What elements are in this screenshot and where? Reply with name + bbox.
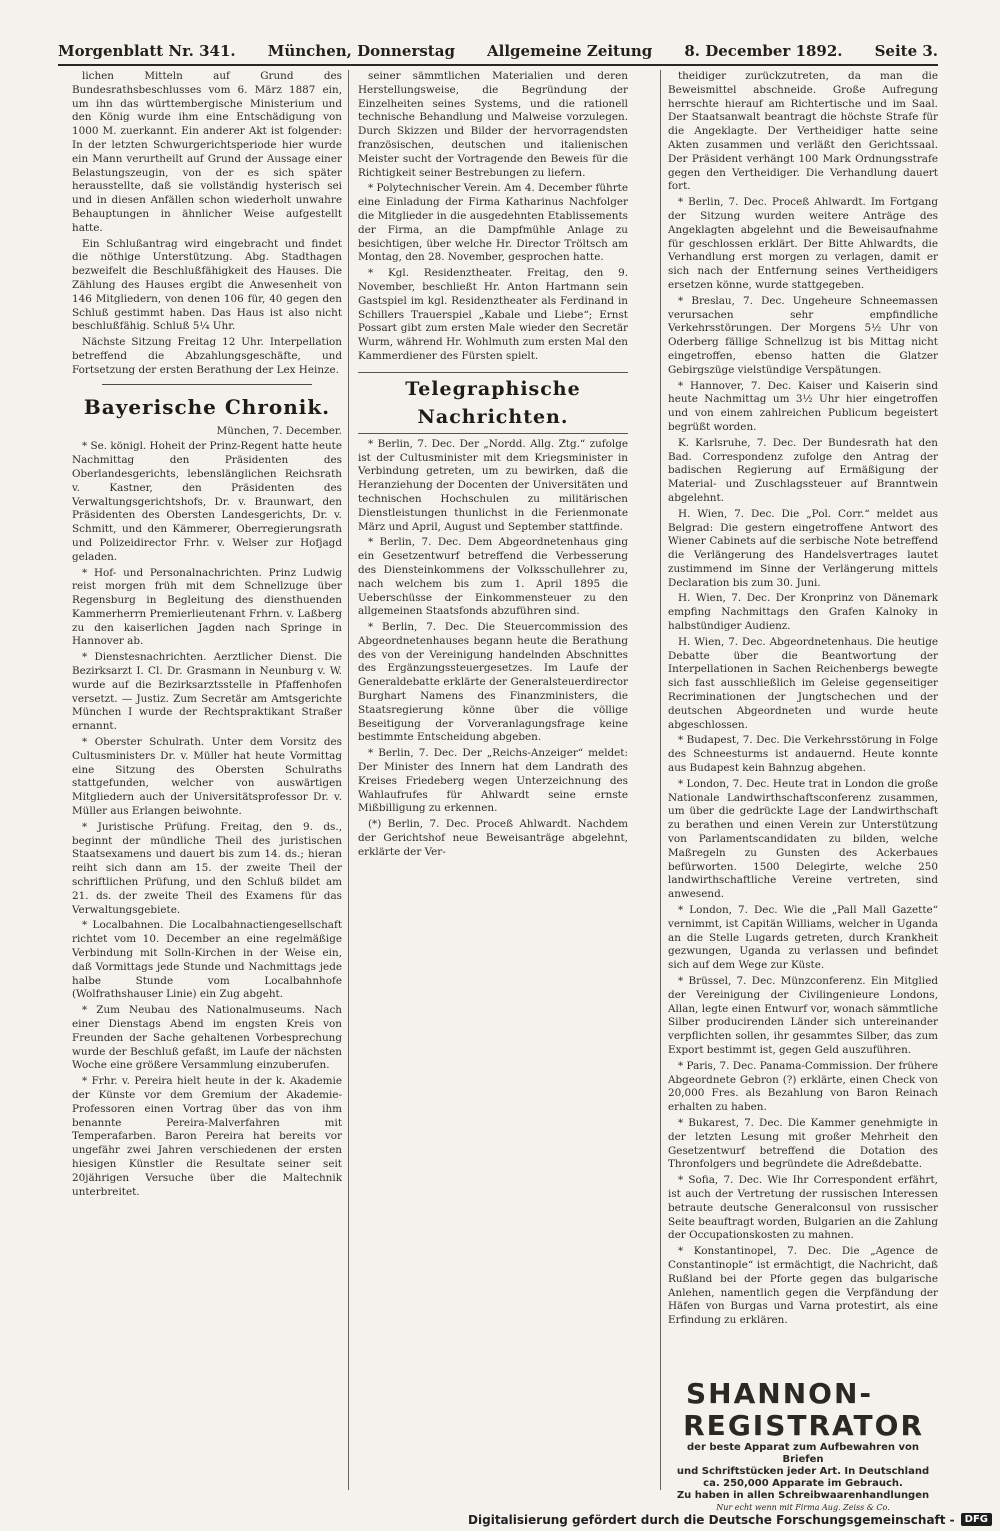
ad-text-line: ca. 250,000 Apparate im Gebrauch. <box>703 1478 903 1489</box>
article-paragraph: * Sofia, 7. Dec. Wie Ihr Correspondent erfährt, ist auch der Vertretung der russischen Interessen betraute deutsche Generalconsul von russischer Seite beauftragt worden, Bulgarien an die Zahlung der Occupationskosten zu mahnen. <box>668 1174 938 1242</box>
dateline: München, 7. December. <box>216 424 342 437</box>
article-paragraph: * London, 7. Dec. Wie die „Pall Mall Gazette“ vernimmt, ist Capitän Williams, welcher in Uganda an die Stelle Lugards getreten, durch Krankheit gezwungen, Uganda zu verlassen und befindet sich auf dem Wege zur Küste. <box>668 904 938 972</box>
article-paragraph: H. Wien, 7. Dec. Abgeordnetenhaus. Die heutige Debatte über die Beantwortung der Interpellationen in Sachen Reichenbergs bewegte sich fast ausschließlich im Geleise gegenseitiger Recriminationen der Jungtschechen und der deutschen Abgeordneten und wurde heute abgeschlossen. <box>668 635 938 731</box>
article-paragraph: * Hannover, 7. Dec. Kaiser und Kaiserin sind heute Nachmittag um 3½ Uhr hier eingetroffen und von einem zahlreichen Publicum begeistert begrüßt worden. <box>668 379 938 433</box>
column-3 <box>668 70 938 1370</box>
ad-brand-line-1: SHANNON- <box>686 1377 873 1410</box>
article-paragraph: * Hof- und Personalnachrichten. Prinz Ludwig reist morgen früh mit dem Schnellzuge über Regensburg in Begleitung des diensthuenden Kammerherrn Premierlieutenant Frhrn. v. Laßberg zu den kaiserlichen Jagden nach Springe in Hannover ab. <box>72 566 342 648</box>
article-paragraph: * Berlin, 7. Dec. Proceß Ahlwardt. Im Fortgang der Sitzung wurden weitere Anträge des Angeklagten abgelehnt und die Beweisaufnahme für geschlossen erklärt. Der Bitte Ahlwardts, die Verhandlung erst morgen zu verlagen, damit er sich nach der Entfernung seines Vertheidigers ersetzen könne, wurde stattgegeben. <box>668 196 938 291</box>
section-heading-bayerische-chronik: Bayerische Chronik. <box>83 394 331 419</box>
article-paragraph: theidiger zurückzutreten, da man die Beweismittel abschneide. Große Aufregung herrschte hierauf am Richtertische und im Saal. Der Staatsanwalt beantragt die höchste Strafe für die Angeklagte. Der Vertheidiger hatte seine Akten zusammen und verläßt den Gerichtssaal. Der Präsident verhängt 100 Mark Ordnungsstrafe gegen den Vertheidiger. Die Verhandlung dauert fort. <box>668 70 938 193</box>
article-paragraph: H. Wien, 7. Dec. Die „Pol. Corr.“ meldet aus Belgrad: Die gestern eingetroffene Antwort des Wiener Cabinets auf die serbische Note betreffend die Verlängerung des Handelsvertrages lautet zustimmend im Sinne der Verlängerung mittels Declaration bis zum 30. Juni. <box>668 507 938 589</box>
article-paragraph: K. Karlsruhe, 7. Dec. Der Bundesrath hat den Bad. Correspondenz zufolge den Antrag der badischen Regierung auf Ermäßigung der Material- und Zuschlagssteuer auf Branntwein abgelehnt. <box>668 436 938 504</box>
article-paragraph: * Berlin, 7. Dec. Der „Nordd. Allg. Ztg.“ zufolge ist der Cultusminister mit dem Kriegsminister in Verbindung getreten, um zu bewirken, daß die Heranziehung der Docenten der Universitäten und technischen Hochschulen zu militärischen Dienstleistungen thunlichst in die Ferienmonate März und April, August und September stattfinde. <box>358 437 628 533</box>
article-paragraph: seiner sämmtlichen Materialien und deren Herstellungsweise, die Begründung der Einzelheiten seines Systems, und die rationell technische Behandlung und Malweise vorzulegen. Durch Skizzen und Bilder der hervorragendsten französischen, deutschen und italienischen Meister sucht der Vortragende den Beweis für die Richtigkeit seiner Bestrebungen zu liefern. <box>358 70 628 179</box>
article-paragraph: * Localbahnen. Die Localbahnactiengesellschaft richtet vom 10. December an eine regelmäßige Verbindung mit Solln-Kirchen in der Weise ein, daß Vormittags jede Stunde und Nachmittags jede halbe Stunde vom Localbahnhofe (Wolfrathshauser Linie) ein Zug abgeht. <box>72 919 342 1001</box>
article-paragraph: * London, 7. Dec. Heute trat in London die große Nationale Landwirthschaftsconferenz zusammen, um über die gedrückte Lage der Landwirthschaft zu berathen und einen Verein zur Unterstützung von Parlamentscandidaten zu bilden, welche Maßregeln zu Gunsten des Ackerbaues befürworten. 1500 Delegirte, welche 250 landwirthschaftliche Vereine vertreten, sind anwesend. <box>668 777 938 901</box>
article-paragraph: * Se. königl. Hoheit der Prinz-Regent hatte heute Nachmittag den Präsidenten des Oberlandesgerichts, lebenslänglichen Reichsrath v. Kastner, den Präsidenten des Verwaltungsgerichtshofs, Dr. v. Braunwart, den Präsidenten des Obersten Landesgerichts, Dr. v. Schmitt, und den Kämmerer, Oberregierungsrath und Polizeidirector Frhr. v. Welser zur Hofjagd geladen. <box>72 440 342 563</box>
dfg-logo-icon: DFG <box>961 1513 992 1526</box>
article-paragraph: * Kgl. Residenztheater. Freitag, den 9. November, beschließt Hr. Anton Hartmann sein Gastspiel im kgl. Residenztheater als Ferdinand in Schillers Trauerspiel „Kabale und Liebe“; Ernst Possart gibt zum ersten Male wieder den Secretär Wurm, während Hr. Wohlmuth zum ersten Mal den Kammerdiener des Fürsten spielt. <box>358 267 628 362</box>
shannon-registrator-advertisement <box>672 1378 934 1518</box>
digitization-footer <box>0 1508 1000 1531</box>
article-paragraph: * Brüssel, 7. Dec. Münzconferenz. Ein Mitglied der Vereinigung der Civilingenieure Londons, Allan, legte einen Entwurf vor, wonach sämmtliche Silber producirenden Länder sich untereinander verpflichten sollen, ihr gesammtes Silber, das zum Export bestimmt ist, gegen Geld auszuführen. <box>668 975 938 1056</box>
column-divider-1 <box>348 70 349 1490</box>
column-2 <box>358 70 628 1490</box>
footer-text: Digitalisierung gefördert durch die Deutsche Forschungsgemeinschaft - <box>468 1512 955 1527</box>
article-paragraph: (*) Berlin, 7. Dec. Proceß Ahlwardt. Nachdem der Gerichtshof neue Beweisanträge abgelehnt, erklärte der Ver- <box>358 818 628 858</box>
article-paragraph: * Polytechnischer Verein. Am 4. December führte eine Einladung der Firma Katharinus Nachfolger die Mitglieder in die ausgedehnten Etablissements der Firma, an die Dampfmühle Anlage zu besichtigen, über welche Hr. Director Tröltsch am Montag, den 28. November, gesprochen hatte. <box>358 182 628 264</box>
article-paragraph: * Berlin, 7. Dec. Der „Reichs-Anzeiger“ meldet: Der Minister des Innern hat dem Landrath des Kreises Friedeberg wegen Unterzeichnung des Wahlaufrufes für Ahlwardt seine ernste Mißbilligung zu erkennen. <box>358 747 628 815</box>
article-paragraph: * Juristische Prüfung. Freitag, den 9. ds., beginnt der mündliche Theil des juristischen Staatsexamens und dauert bis zum 14. ds.; hieran reiht sich dann am 15. der zweite Theil der schriftlichen Prüfung, und den Schluß bildet am 21. ds. der zweite Theil des Examens für das Verwaltungsgebiete. <box>72 820 342 916</box>
ad-text-line: und Schriftstücken jeder Art. In Deutschland <box>676 1466 930 1477</box>
ad-brand-line-2: REGISTRATOR <box>683 1409 924 1442</box>
column-divider-2 <box>660 70 661 1490</box>
ad-text-line: der beste Apparat zum Aufbewahren von Briefen <box>687 1442 919 1465</box>
ad-text-line: Zu haben in allen Schreibwaarenhandlungen <box>676 1490 930 1501</box>
section-heading-telegraphische-nachrichten: Telegraphische Nachrichten. <box>358 372 628 434</box>
article-paragraph: * Zum Neubau des Nationalmuseums. Nach einer Dienstags Abend im engsten Kreis von Freunden der Sache gehaltenen Vorbesprechung wurde der Beschluß gefaßt, im Laufe der nächsten Woche eine größere Versammlung einzuberufen. <box>72 1004 342 1072</box>
article-paragraph: Nächste Sitzung Freitag 12 Uhr. Interpellation betreffend die Abzahlungsgeschäfte, und Fortsetzung der ersten Berathung der Lex Heinze. <box>72 336 342 376</box>
article-paragraph: * Bukarest, 7. Dec. Die Kammer genehmigte in der letzten Lesung mit großer Mehrheit den Gesetzentwurf betreffend die Dotation des Thronfolgers und begründete die Adreßdebatte. <box>668 1116 938 1171</box>
article-paragraph: * Paris, 7. Dec. Panama-Commission. Der frühere Abgeordnete Gebron (?) erklärte, einen Check von 20,000 Fres. als Bezahlung von Baron Reinach erhalten zu haben. <box>668 1059 938 1114</box>
article-paragraph: Ein Schlußantrag wird eingebracht und findet die nöthige Unterstützung. Abg. Stadthagen bezweifelt die Beschlußfähigkeit des Hauses. Die Zählung des Hauses ergibt die Anwesenheit von 146 Mitgliedern, von denen 106 für, 40 gegen den Schluß gestimmt haben. Das Haus ist also nicht beschlußfähig. Schluß 5¼ Uhr. <box>72 237 342 333</box>
article-paragraph: * Konstantinopel, 7. Dec. Die „Agence de Constantinople“ ist ermächtigt, die Nachricht, daß Rußland bei der Pforte gegen das bulgarische Anlehen, namentlich gegen die Verpfändung der Häfen von Burgas und Varna protestirt, als eine Erfindung zu erklären. <box>668 1245 938 1327</box>
city-date-label: München, Donnerstag <box>267 42 455 60</box>
article-paragraph: H. Wien, 7. Dec. Der Kronprinz von Dänemark empfing Nachmittags den Grafen Kalnoky in halbstündiger Audienz. <box>668 592 938 633</box>
article-paragraph: * Frhr. v. Pereira hielt heute in der k. Akademie der Künste vor dem Gremium der Akademie-Professoren einen Vortrag über das von ihm benannte Pereira-Malverfahren mit Temperafarben. Baron Pereira hat bereits vor ungefähr zwei Jahren verschiedenen der ersten hiesigen Künstler die Resultate seiner seit 20jährigen Versuche über die Maltechnik unterbreitet. <box>72 1075 342 1198</box>
article-paragraph: lichen Mitteln auf Grund des Bundesrathsbeschlusses vom 6. März 1887 ein, um ihn das württembergische Ministerium und den König wurde ihm eine Entschädigung von 1000 M. zuerkannt. Ein anderer Akt ist folgender: In der letzten Schwurgerichtsperiode hier wurde ein Mann verurtheilt auf Grund der Aussage einer Belastungszeugin, von der es sich später herausstellte, daß sie vollständig hysterisch sei und in diesen Anfällen schon wiederholt unwahre Behauptungen in ähnlicher Weise aufgestellt hatte. <box>72 70 342 234</box>
issue-date: 8. December 1892. <box>684 42 843 60</box>
issue-label: Morgenblatt Nr. 341. <box>58 42 236 60</box>
article-paragraph: * Budapest, 7. Dec. Die Verkehrsstörung in Folge des Schneesturms ist andauernd. Heute konnte aus Budapest kein Bahnzug abgehen. <box>668 734 938 775</box>
article-paragraph: * Oberster Schulrath. Unter dem Vorsitz des Cultusministers Dr. v. Müller hat heute Vormittag eine Sitzung des Obersten Schulraths stattgefunden, welcher von auswärtigen Mitgliedern auch der Universitätsprofessor Dr. v. Müller aus Erlangen beiwohnte. <box>72 736 342 818</box>
page-number: Seite 3. <box>874 42 938 60</box>
column-1 <box>72 70 342 1490</box>
article-paragraph: * Breslau, 7. Dec. Ungeheure Schneemassen verursachen sehr empfindliche Verkehrsstörungen. Der Morgens 5½ Uhr von Oderberg fällige Schnellzug ist bis Mittag nicht eingetroffen, ebenso hatten die Glatzer Gebirgszüge vielstündige Verspätungen. <box>668 294 938 376</box>
article-paragraph: * Dienstesnachrichten. Aerztlicher Dienst. Die Bezirksarzt I. Cl. Dr. Grasmann in Neunburg v. W. wurde auf die Bezirksarztsstelle in Pfaffenhofen versetzt. — Justiz. Zum Secretär am Amtsgerichte München I wurde der Rechtspraktikant Straßer ernannt. <box>72 651 342 733</box>
article-paragraph: * Berlin, 7. Dec. Die Steuercommission des Abgeordnetenhauses begann heute die Berathung des von der Vereinigung handelnden Abschnittes des Ergänzungssteuergesetzes. Im Laufe der Generaldebatte erklärte der Generalsteuerdirector Burghart Namens des Finanzministers, die Staatsregierung könne über die völlige Beseitigung der Vorveranlagungsfrage keine bestimmte Entscheidung abgeben. <box>358 621 628 744</box>
article-paragraph: * Berlin, 7. Dec. Dem Abgeordnetenhaus ging ein Gesetzentwurf betreffend die Verbesserung des Diensteinkommens der Volksschullehrer zu, nach welchem bis zum 1. April 1895 die Ueberschüsse der Einkommensteuer zu den allgemeinen Staatsfonds abzuführen sind. <box>358 536 628 618</box>
ad-fineprint: Nur echt wenn mit Firma Aug. Zeiss & Co. <box>716 1503 890 1512</box>
newspaper-title: Allgemeine Zeitung <box>487 42 653 60</box>
page-header <box>58 38 938 66</box>
section-divider <box>102 384 312 385</box>
